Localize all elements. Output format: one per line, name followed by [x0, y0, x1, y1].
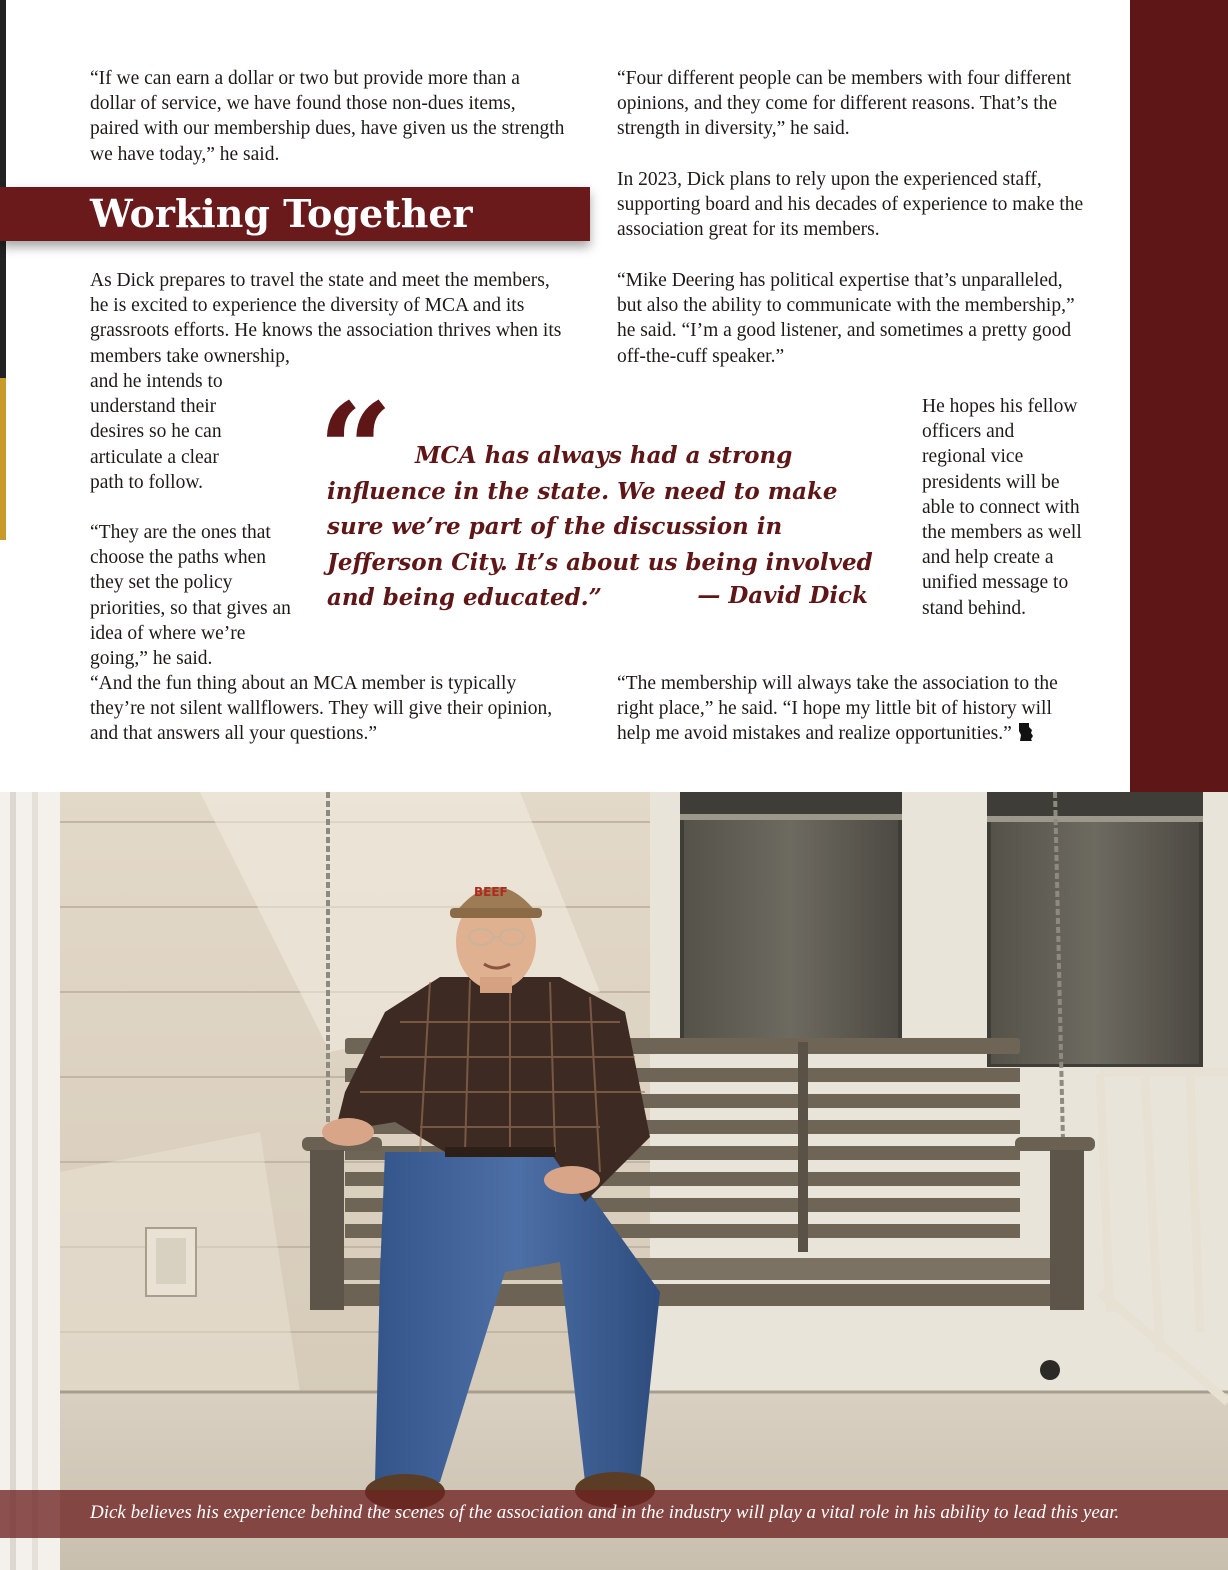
paragraph-fellow-officers: He hopes his fellow officers and regional vice presidents will be able to connect with the members as well and help create a unified message to stand behind. [922, 396, 1082, 619]
paragraph-membership-closing [617, 671, 1089, 747]
paragraph-dollar-of-service: “If we can earn a dollar or two but provide more than a dollar of service, we have found those non-dues items, paired with our membership dues, have given us the strength we have today,” he said. [90, 68, 565, 165]
porch-swing-photo [0, 792, 1228, 1570]
paragraph-policy-priorities: “They are the ones that choose the paths when they set the policy priorities, so that gives an idea of where we’re going,” he said. [90, 522, 291, 670]
section-heading: Working Together [90, 191, 473, 236]
photo-caption: Dick believes his experience behind the scenes of the association and in the industry will play a vital role in his ability to lead this year. [90, 1502, 1120, 1523]
pull-quote-attribution: — David Dick [697, 582, 868, 609]
paragraph-mike-deering: “Mike Deering has political expertise that’s unparalleled, but also the ability to communicate with the membership,” he said. “I’m a good listener, and sometimes a pretty good off-the-cuff speaker.” [617, 270, 1075, 367]
paragraph-wallflowers: “And the fun thing about an MCA member is typically they’re not silent wallflowers. They will give their opinion, and that answers all your questions.” [90, 673, 553, 745]
missouri-state-icon [1018, 722, 1034, 742]
paragraph-four-people: “Four different people can be members with four different opinions, and they come for different reasons. That’s the strength in diversity,” he said. [617, 68, 1072, 140]
cap-text: BEEF [474, 885, 508, 899]
left-edge-strip [0, 0, 6, 540]
quote-mark-icon: “ [318, 374, 393, 527]
closing-text: “The membership will always take the association to the right place,” he said. “I hope my little bit of history will help me avoid mistakes and realize opportunities.” [617, 673, 1058, 745]
paragraph-2023-plans: In 2023, Dick plans to rely upon the experienced staff, supporting board and his decades of experience to make the association great for its members. [617, 169, 1084, 241]
paragraph-diversity: As Dick prepares to travel the state and meet the members, he is excited to experience the diversity of MCA and its grassroots efforts. He knows the association thrives when its members take ownership, [90, 270, 562, 367]
side-color-band [1130, 0, 1228, 792]
pull-quote-text: MCA has always had a strong influence in the state. We need to make sure we’re part of the discussion in Jefferson City. It’s about us being involved and being educated.” [327, 442, 873, 611]
paragraph-diversity-continued: and he intends to understand their desires so he can articulate a clear path to follow. [90, 371, 223, 493]
